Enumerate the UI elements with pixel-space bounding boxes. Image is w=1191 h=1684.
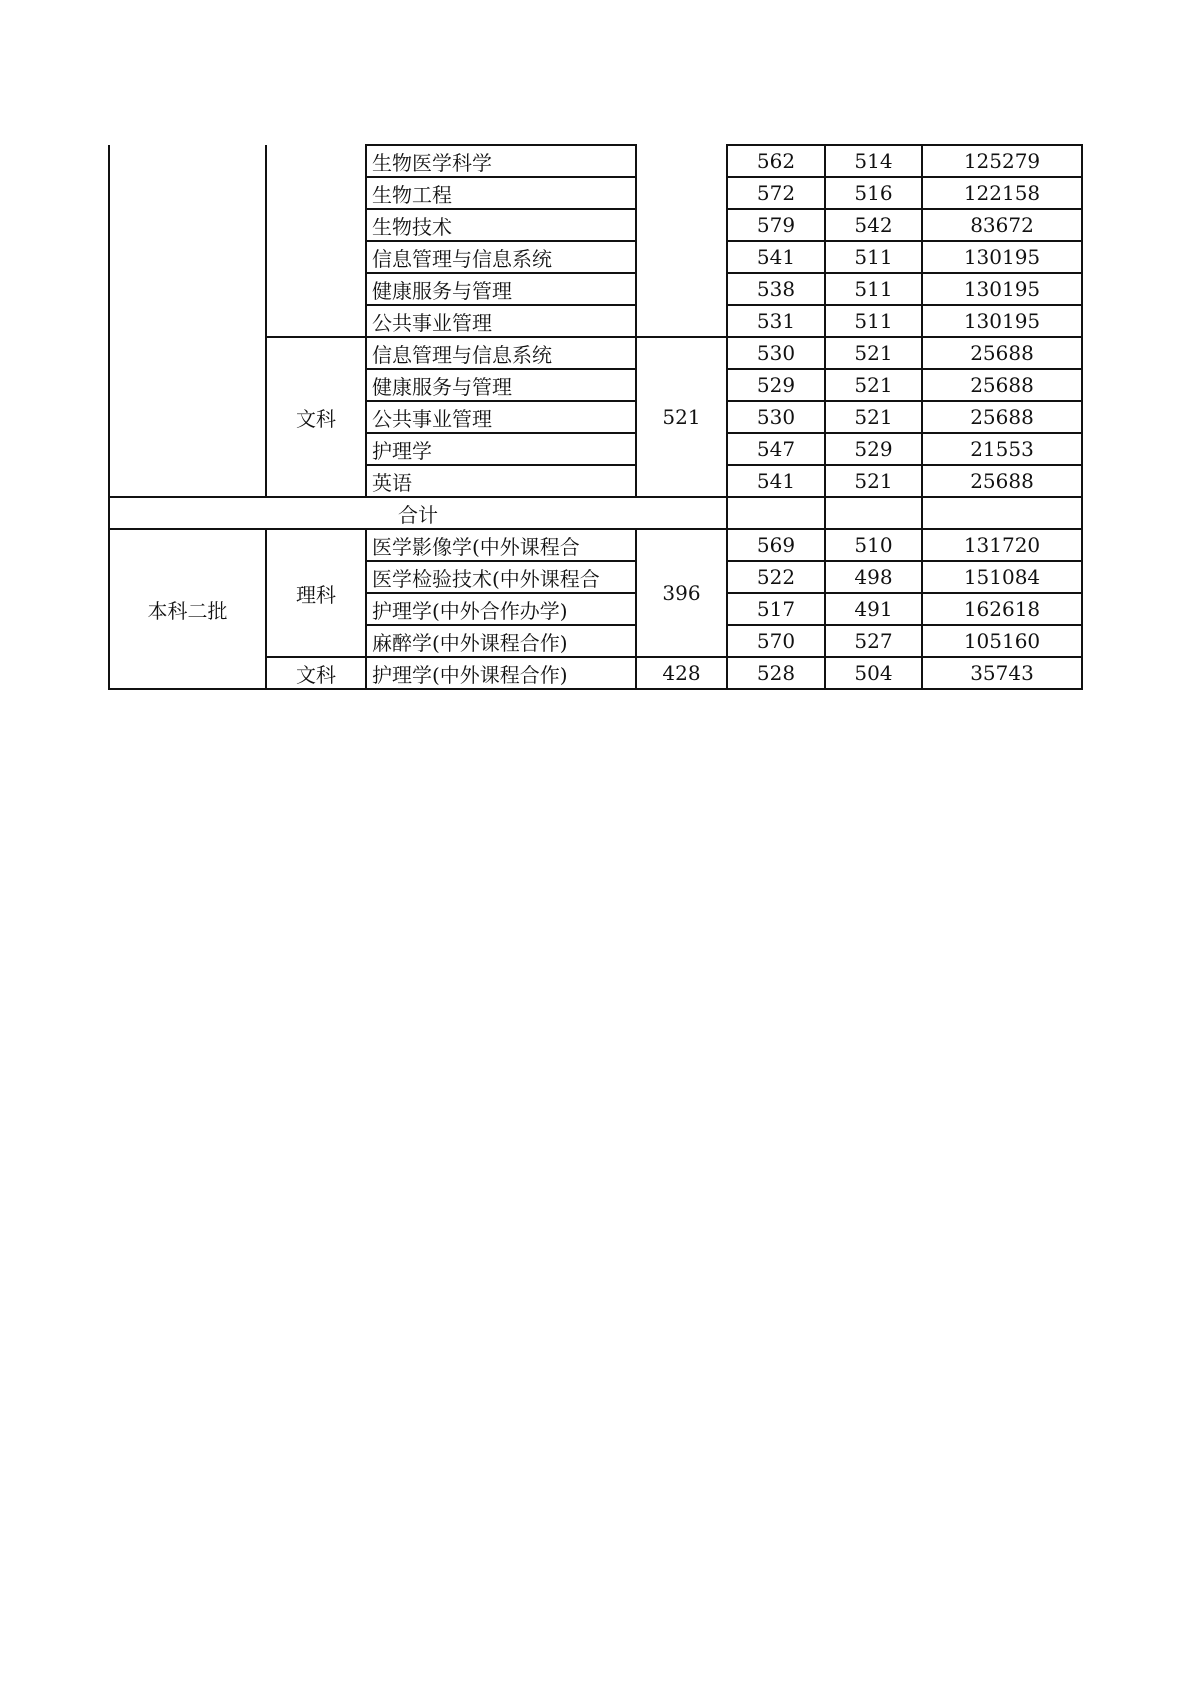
max-score-cell: 522 [727, 561, 825, 593]
major-cell: 生物医学科学 [366, 145, 636, 177]
min-score-cell: 514 [825, 145, 922, 177]
max-score-cell: 541 [727, 465, 825, 497]
max-score-cell: 570 [727, 625, 825, 657]
major-cell: 信息管理与信息系统 [366, 337, 636, 369]
min-rank-cell: 105160 [922, 625, 1082, 657]
major-cell: 护理学(中外课程合作) [366, 657, 636, 689]
min-rank-cell: 131720 [922, 529, 1082, 561]
category-cell: 文科 [266, 337, 366, 497]
max-score-cell: 528 [727, 657, 825, 689]
min-rank-cell: 25688 [922, 465, 1082, 497]
min-rank-cell: 21553 [922, 433, 1082, 465]
control-line-cell [636, 145, 727, 337]
min-score-cell: 510 [825, 529, 922, 561]
batch-cell [109, 145, 266, 497]
max-score-cell: 530 [727, 401, 825, 433]
major-cell: 医学检验技术(中外课程合 [366, 561, 636, 593]
major-cell: 公共事业管理 [366, 305, 636, 337]
control-line-cell: 396 [636, 529, 727, 657]
max-score-cell: 572 [727, 177, 825, 209]
min-rank-cell: 122158 [922, 177, 1082, 209]
control-line-cell: 428 [636, 657, 727, 689]
min-rank-cell: 162618 [922, 593, 1082, 625]
major-cell: 护理学(中外合作办学) [366, 593, 636, 625]
min-rank-cell: 130195 [922, 241, 1082, 273]
max-score-cell: 579 [727, 209, 825, 241]
table-row [109, 529, 1082, 561]
total-rank-cell [922, 497, 1082, 529]
category-cell [266, 145, 366, 337]
total-min-cell [825, 497, 922, 529]
min-rank-cell: 35743 [922, 657, 1082, 689]
table-row [109, 497, 1082, 529]
min-rank-cell: 83672 [922, 209, 1082, 241]
min-rank-cell: 151084 [922, 561, 1082, 593]
min-rank-cell: 25688 [922, 337, 1082, 369]
major-cell: 英语 [366, 465, 636, 497]
min-rank-cell: 25688 [922, 369, 1082, 401]
min-score-cell: 504 [825, 657, 922, 689]
table-row [109, 145, 1082, 177]
control-line-cell: 521 [636, 337, 727, 497]
max-score-cell: 541 [727, 241, 825, 273]
admission-score-table [108, 144, 1083, 690]
max-score-cell: 538 [727, 273, 825, 305]
min-score-cell: 511 [825, 305, 922, 337]
major-cell: 健康服务与管理 [366, 273, 636, 305]
min-score-cell: 521 [825, 369, 922, 401]
max-score-cell: 569 [727, 529, 825, 561]
min-score-cell: 516 [825, 177, 922, 209]
batch-cell: 本科二批 [109, 529, 266, 689]
max-score-cell: 529 [727, 369, 825, 401]
min-score-cell: 521 [825, 465, 922, 497]
min-score-cell: 498 [825, 561, 922, 593]
max-score-cell: 547 [727, 433, 825, 465]
major-cell: 公共事业管理 [366, 401, 636, 433]
min-score-cell: 527 [825, 625, 922, 657]
min-rank-cell: 130195 [922, 273, 1082, 305]
major-cell: 健康服务与管理 [366, 369, 636, 401]
category-cell: 理科 [266, 529, 366, 657]
major-cell: 生物工程 [366, 177, 636, 209]
min-score-cell: 491 [825, 593, 922, 625]
max-score-cell: 517 [727, 593, 825, 625]
major-cell: 医学影像学(中外课程合 [366, 529, 636, 561]
min-score-cell: 511 [825, 241, 922, 273]
min-rank-cell: 25688 [922, 401, 1082, 433]
min-score-cell: 521 [825, 401, 922, 433]
min-rank-cell: 125279 [922, 145, 1082, 177]
major-cell: 麻醉学(中外课程合作) [366, 625, 636, 657]
min-rank-cell: 130195 [922, 305, 1082, 337]
min-score-cell: 542 [825, 209, 922, 241]
min-score-cell: 511 [825, 273, 922, 305]
max-score-cell: 531 [727, 305, 825, 337]
major-cell: 护理学 [366, 433, 636, 465]
max-score-cell: 562 [727, 145, 825, 177]
total-label-cell: 合计 [109, 497, 727, 529]
min-score-cell: 529 [825, 433, 922, 465]
min-score-cell: 521 [825, 337, 922, 369]
max-score-cell: 530 [727, 337, 825, 369]
major-cell: 生物技术 [366, 209, 636, 241]
major-cell: 信息管理与信息系统 [366, 241, 636, 273]
category-cell: 文科 [266, 657, 366, 689]
total-max-cell [727, 497, 825, 529]
